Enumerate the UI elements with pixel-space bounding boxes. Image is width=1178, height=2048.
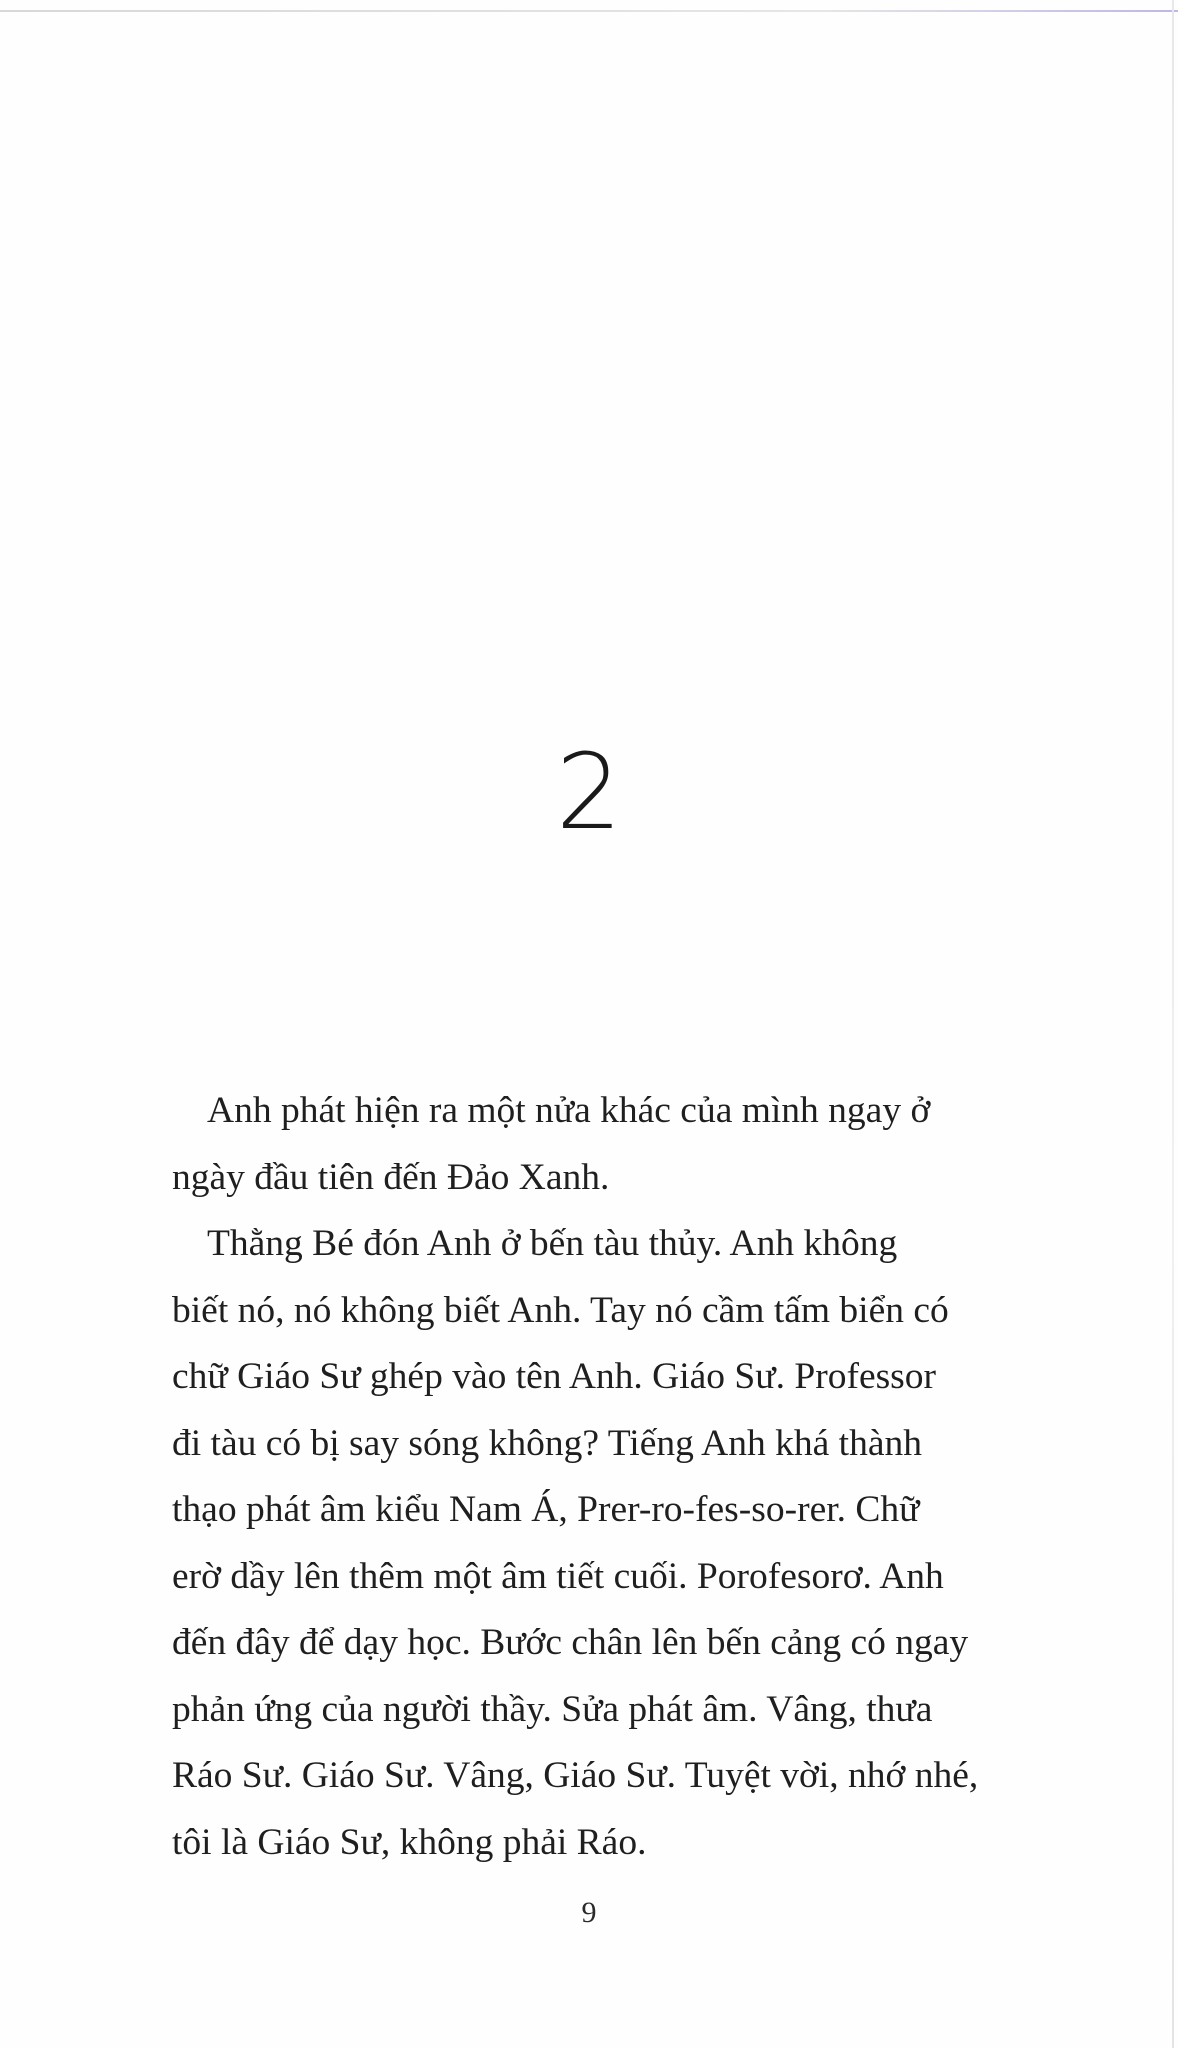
text-line: ngày đầu tiên đến Đảo Xanh. <box>172 1156 610 1198</box>
chapter-body <box>172 1078 1017 1876</box>
text-line: đến đây để dạy học. Bước chân lên bến cảng có ngay <box>172 1622 969 1663</box>
text-line: chữ Giáo Sư ghép vào tên Anh. Giáo Sư. Professor <box>172 1356 937 1397</box>
text-line: biết nó, nó không biết Anh. Tay nó cầm tấm biển có <box>172 1289 949 1331</box>
text-line: Ráo Sư. Giáo Sư. Vâng, Giáo Sư. Tuyệt vời, nhớ nhé, <box>172 1755 979 1796</box>
page-top-edge <box>0 10 1178 12</box>
text-line: Thằng Bé đón Anh ở bến tàu thủy. Anh không <box>207 1223 898 1264</box>
paragraph-2 <box>172 1211 1017 1876</box>
text-line: thạo phát âm kiểu Nam Á, Prer-ro-fes-so-rer. Chữ <box>172 1489 920 1530</box>
text-line: erờ dầy lên thêm một âm tiết cuối. Porofesorơ. Anh <box>172 1555 944 1597</box>
text-line: tôi là Giáo Sư, không phải Ráo. <box>172 1821 647 1863</box>
chapter-number: 2 <box>555 731 623 853</box>
page-number: 9 <box>581 1896 597 1929</box>
paragraph-1 <box>172 1078 1017 1211</box>
text-line: phản ứng của người thầy. Sửa phát âm. Vâng, thưa <box>172 1688 933 1730</box>
page-right-edge <box>1172 0 1174 2048</box>
text-line: đi tàu có bị say sóng không? Tiếng Anh khá thành <box>172 1422 922 1464</box>
text-line: Anh phát hiện ra một nửa khác của mình ngay ở <box>207 1090 931 1131</box>
